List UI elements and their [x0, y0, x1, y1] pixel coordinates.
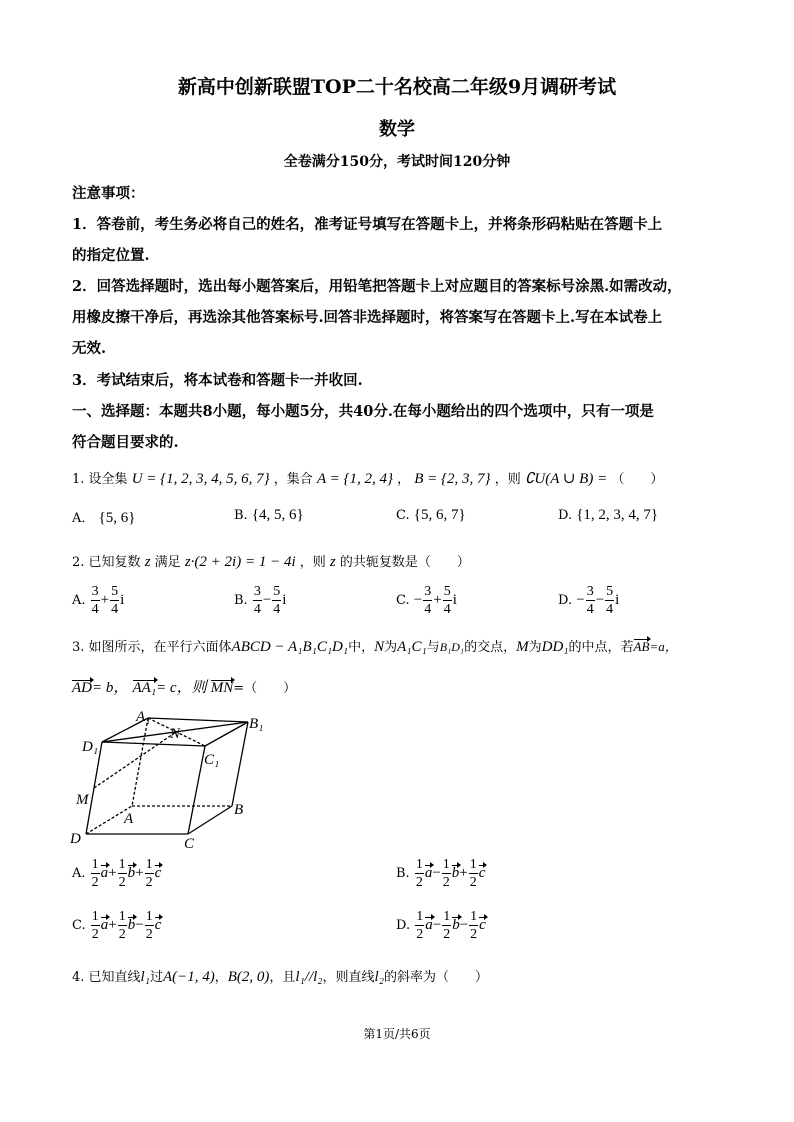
q3-vector-aa1: AA₁ [132, 680, 157, 696]
label-c: C [184, 836, 195, 852]
q1-universal-set: U = {1, 2, 3, 4, 5, 6, 7} [131, 471, 270, 487]
note-2-line-2: 用橡皮擦干净后，再选涂其他答案标号.回答非选择题时，将答案写在答题卡上.写在本试卷上 [72, 309, 663, 326]
q3-question: =（ ） [233, 681, 297, 696]
note-2-line-1: 2．回答选择题时，选出每小题答案后，用铅笔把答题卡上对应题目的答案标号涂黑.如需改动， [72, 278, 682, 295]
edge-c1-d1 [102, 742, 205, 746]
q2-equation: z·(2 + 2i) = 1 − 4i [184, 554, 296, 570]
q1-answer-blank: （ ） [611, 472, 664, 487]
q3-segment-a1c1: A₁C₁ [397, 639, 427, 655]
section-1-line-2: 符合题目要求的. [72, 434, 179, 451]
edge-b1-b [232, 722, 248, 806]
q3-option-c: C. $\frac{1}{2}$ a+ $\frac{1}{2}$ b− $\frac{1}{2}$ c [72, 909, 162, 942]
note-2-line-3: 无效. [72, 340, 107, 357]
q1-set-a: A = {1, 2, 4} [316, 471, 393, 487]
q1-option-c: C. {5, 6, 7} [396, 507, 466, 523]
q2-variable-z-2: z [329, 554, 336, 570]
label-b: B [234, 802, 244, 818]
q2-option-c: C. − $\frac{3}{4}$ + $\frac{5}{4}$ i [396, 584, 457, 617]
q3-solid-name: ABCD − A₁B₁C₁D₁ [231, 639, 349, 655]
note-3: 3．考试结束后，将本试卷和答题卡一并收回. [72, 372, 363, 389]
question-1 [72, 468, 663, 488]
q2-option-d: D. − $\frac{3}{4}$ − $\frac{5}{4}$ i [558, 584, 620, 617]
edge-a1-b1 [148, 718, 248, 722]
q3-point-n: N [374, 639, 385, 655]
q1-option-b: B. {4, 5, 6} [234, 507, 304, 523]
label-b1: B₁ [249, 716, 264, 732]
q3-point-m: M [516, 639, 529, 655]
question-2 [72, 551, 470, 571]
question-3-line-1: 3. 如图所示，在平行六面体ABCD − A₁B₁C₁D₁中，N为A₁C₁与B₁D₁的交点，M为DD₁的中点，若AB=a， [72, 639, 678, 655]
q3-prefix: 3. 如图所示，在平行六面体 [72, 640, 232, 655]
q4-prefix: 4. 已知直线 [72, 970, 141, 985]
q1-text: ，集合 [273, 472, 313, 487]
q4-point-b: B(2, 0) [227, 969, 270, 985]
q2-text-then: ，则 [299, 555, 326, 570]
q3-eq-a: =a， [649, 639, 678, 654]
q1-complement-expression: ∁U(A ∪ B) = [524, 471, 608, 487]
q4-point-a: A(−1, 4) [162, 969, 215, 985]
q4-line-l1: l₁ [140, 969, 150, 985]
q3-vector-mn: MN [210, 680, 234, 696]
q4-question: 的斜率为（ ） [383, 970, 488, 985]
exam-title: 新高中创新联盟TOP二十名校高二年级9月调研考试 [177, 76, 617, 98]
q1-prefix: 1. 设全集 [72, 472, 128, 487]
label-m: M [76, 792, 89, 808]
question-3-line-2 [72, 676, 296, 697]
q3-option-a: A. $\frac{1}{2}$ a+ $\frac{1}{2}$ b+ $\frac{1}{2}$ c [72, 857, 162, 890]
q1-option-a: A． {5, 6} [72, 510, 136, 526]
q2-variable-z: z [144, 554, 151, 570]
q2-text: 满足 [154, 555, 181, 570]
section-1-line-1: 一、选择题：本题共8小题，每小题5分，共40分.在每小题给出的四个选项中，只有一项是 [72, 403, 654, 420]
q1-separator: ， [397, 472, 411, 487]
q1-text-then: ，则 [494, 472, 521, 487]
edge-c-b [188, 806, 232, 834]
q2-question: 的共轭复数是（ ） [339, 555, 470, 570]
q3-option-b: B. $\frac{1}{2}$ a− $\frac{1}{2}$ b+ $\frac{1}{2}$ c [396, 857, 486, 890]
label-a1: A₁ [136, 709, 151, 725]
q4-parallel-condition: l₁//l₂ [295, 969, 323, 985]
label-a: A [124, 811, 134, 827]
edge-a1-a [132, 718, 148, 806]
label-d1: D₁ [82, 739, 99, 755]
label-c1: C₁ [204, 752, 220, 768]
q2-option-b: B. $\frac{3}{4}$ − $\frac{5}{4}$ i [234, 584, 287, 617]
parallelepiped-figure [60, 700, 280, 852]
q3-eq-b: = b， [92, 680, 129, 696]
label-n: N [170, 726, 181, 742]
edge-c1-c [188, 746, 205, 834]
q1-option-d: D. {1, 2, 3, 4, 7} [558, 507, 659, 523]
q4-line-l2: l₂ [374, 969, 384, 985]
q2-prefix: 2. 已知复数 [72, 555, 141, 570]
q1-set-b: B = {2, 3, 7} [414, 471, 491, 487]
q3-eq-c: = c，则 [156, 680, 207, 696]
subject-title: 数学 [379, 119, 415, 140]
q3-vector-ab: AB [633, 639, 650, 654]
q2-option-a: A. $\frac{3}{4}$ + $\frac{5}{4}$ i [72, 584, 125, 617]
q3-option-d: D. $\frac{1}{2}$ a− $\frac{1}{2}$ b− $\frac{1}{2}$ c [396, 909, 486, 942]
full-marks-info: 全卷满分150分，考试时间120分钟 [283, 154, 511, 170]
note-1-line-1: 1．答卷前，考生务必将自己的姓名，准考证号填写在答题卡上，并将条形码粘贴在答题卡上 [72, 216, 663, 233]
q3-segment-dd1: DD₁ [541, 639, 569, 655]
notes-heading: 注意事项： [72, 185, 145, 202]
q3-vector-ad: AD [72, 680, 92, 696]
label-d: D [70, 831, 81, 847]
note-1-line-2: 的指定位置. [72, 247, 150, 264]
q3-segment-b1d1: B₁D₁ [439, 640, 465, 654]
page-footer: 第1页/共6页 [363, 1027, 431, 1041]
question-4: 4. 已知直线l₁过A(−1, 4)，B(2, 0)，且l₁//l₂，则直线l₂的斜率为（ ） [72, 969, 488, 985]
